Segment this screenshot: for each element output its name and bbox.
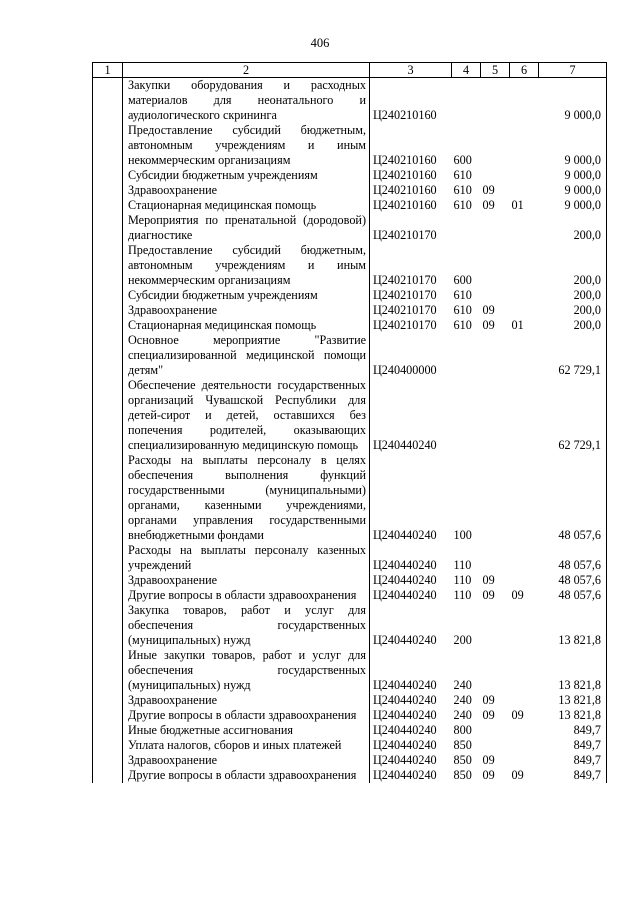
row-number [93, 753, 123, 768]
row-amount: 13 821,8 [539, 708, 607, 723]
row-section [481, 123, 510, 168]
row-subsection [510, 603, 539, 648]
header-col-2: 2 [123, 63, 370, 78]
row-name: Здравоохранение [123, 573, 370, 588]
row-expense-type: 610 [453, 183, 472, 197]
row-expense-type: 110 [453, 588, 472, 602]
row-number [93, 648, 123, 693]
row-name: Другие вопросы в области здравоохранения [123, 708, 370, 723]
row-subsection: 01 [511, 318, 524, 332]
row-section: 09 [482, 198, 495, 212]
row-subsection [510, 78, 539, 124]
row-number [93, 603, 123, 648]
row-amount: 849,7 [539, 723, 607, 738]
row-number [93, 543, 123, 573]
row-number [93, 453, 123, 543]
row-code: Ц240210160 [370, 123, 452, 168]
table-row [93, 573, 607, 588]
row-subsection [510, 753, 539, 768]
row-number [93, 723, 123, 738]
row-subsection: 01 [511, 198, 524, 212]
row-number [93, 738, 123, 753]
table-row [93, 723, 607, 738]
row-code: Ц240440240 [370, 453, 452, 543]
page-number: 406 [310, 36, 330, 50]
row-expense-type [452, 78, 481, 124]
row-code: Ц240400000 [370, 333, 452, 378]
row-number [93, 243, 123, 288]
row-expense-type: 610 [453, 198, 472, 212]
row-subsection [510, 543, 539, 573]
budget-table [92, 62, 607, 783]
table-row [93, 123, 607, 168]
row-section [481, 168, 510, 183]
table-row [93, 738, 607, 753]
row-subsection: 09 [511, 768, 524, 782]
row-section [481, 603, 510, 648]
table-row [93, 183, 607, 198]
row-name: Мероприятия по пренатальной (дородовой) диагностике [123, 213, 370, 243]
row-section [481, 738, 510, 753]
row-name: Закупки оборудования и расходных материалов для неонатального и аудиологического скрининга [123, 78, 370, 124]
row-number [93, 333, 123, 378]
table-row [93, 603, 607, 648]
table-row [93, 693, 607, 708]
row-amount: 13 821,8 [539, 693, 607, 708]
row-expense-type: 600 [453, 153, 472, 167]
row-name: Здравоохранение [123, 693, 370, 708]
row-name: Иные бюджетные ассигнования [123, 723, 370, 738]
row-expense-type: 100 [453, 528, 472, 542]
row-name: Расходы на выплаты персоналу в целях обеспечения выполнения функций государственными (муниципальными) органами, казенными учреждениями, органами управления государственными внебюджетными фондами [123, 453, 370, 543]
row-code: Ц240210170 [370, 318, 452, 333]
row-expense-type: 600 [453, 273, 472, 287]
row-code: Ц240440240 [370, 708, 452, 723]
row-amount: 849,7 [539, 753, 607, 768]
row-amount: 849,7 [539, 738, 607, 753]
row-section [481, 378, 510, 453]
table-row [93, 648, 607, 693]
row-amount: 200,0 [539, 303, 607, 318]
table-row [93, 303, 607, 318]
row-expense-type: 850 [453, 768, 472, 782]
table-row [93, 378, 607, 453]
table-row [93, 318, 607, 333]
row-number [93, 378, 123, 453]
table-body [93, 78, 607, 784]
row-expense-type: 610 [453, 318, 472, 332]
row-subsection [510, 738, 539, 753]
row-amount: 48 057,6 [539, 543, 607, 573]
row-section [481, 453, 510, 543]
row-section: 09 [482, 588, 495, 602]
row-code: Ц240440240 [370, 693, 452, 708]
row-number [93, 288, 123, 303]
row-section: 09 [482, 183, 495, 197]
row-section [481, 243, 510, 288]
row-name: Другие вопросы в области здравоохранения [123, 588, 370, 603]
row-expense-type [452, 333, 481, 378]
row-section [481, 543, 510, 573]
row-code: Ц240440240 [370, 588, 452, 603]
row-amount: 48 057,6 [539, 573, 607, 588]
row-expense-type: 240 [453, 693, 472, 707]
table-row [93, 588, 607, 603]
row-expense-type: 800 [453, 723, 472, 737]
row-code: Ц240440240 [370, 573, 452, 588]
row-section: 09 [482, 303, 495, 317]
table-row [93, 198, 607, 213]
row-amount: 13 821,8 [539, 603, 607, 648]
row-number [93, 708, 123, 723]
row-expense-type: 850 [453, 753, 472, 767]
table-row [93, 768, 607, 783]
row-subsection [510, 378, 539, 453]
row-amount: 200,0 [539, 318, 607, 333]
row-code: Ц240440240 [370, 768, 452, 783]
header-col-1: 1 [93, 63, 123, 78]
row-number [93, 588, 123, 603]
row-subsection [510, 693, 539, 708]
row-number [93, 303, 123, 318]
row-number [93, 768, 123, 783]
row-name: Субсидии бюджетным учреждениям [123, 168, 370, 183]
row-code: Ц240440240 [370, 378, 452, 453]
row-expense-type: 200 [453, 633, 472, 647]
row-expense-type: 610 [453, 303, 472, 317]
header-col-3: 3 [370, 63, 452, 78]
row-section [481, 723, 510, 738]
row-code: Ц240210160 [370, 168, 452, 183]
row-amount: 200,0 [539, 288, 607, 303]
row-code: Ц240440240 [370, 603, 452, 648]
row-amount: 200,0 [539, 213, 607, 243]
row-expense-type: 240 [453, 708, 472, 722]
row-code: Ц240210160 [370, 183, 452, 198]
row-number [93, 123, 123, 168]
table-row [93, 708, 607, 723]
row-number [93, 198, 123, 213]
row-number [93, 183, 123, 198]
row-subsection [510, 123, 539, 168]
row-expense-type [452, 213, 481, 243]
row-amount: 62 729,1 [539, 378, 607, 453]
row-code: Ц240210160 [370, 198, 452, 213]
row-name: Стационарная медицинская помощь [123, 318, 370, 333]
row-section: 09 [482, 693, 495, 707]
row-name: Другие вопросы в области здравоохранения [123, 768, 370, 783]
header-col-7: 7 [539, 63, 607, 78]
row-code: Ц240440240 [370, 753, 452, 768]
row-expense-type: 110 [453, 558, 472, 572]
row-subsection [510, 213, 539, 243]
header-col-4: 4 [452, 63, 481, 78]
row-name: Уплата налогов, сборов и иных платежей [123, 738, 370, 753]
row-code: Ц240210170 [370, 288, 452, 303]
row-name: Обеспечение деятельности государственных организаций Чувашской Республики для детей-сирот и детей, оставшихся без попечения родителей, оказывающих специализированную медицинскую помощь [123, 378, 370, 453]
row-section: 09 [482, 318, 495, 332]
row-expense-type: 240 [453, 678, 472, 692]
row-number [93, 318, 123, 333]
row-section [481, 213, 510, 243]
row-amount: 9 000,0 [539, 78, 607, 124]
row-number [93, 168, 123, 183]
row-name: Субсидии бюджетным учреждениям [123, 288, 370, 303]
row-amount: 48 057,6 [539, 453, 607, 543]
row-number [93, 693, 123, 708]
row-number [93, 573, 123, 588]
row-subsection [510, 453, 539, 543]
row-expense-type: 610 [453, 168, 472, 182]
row-expense-type [452, 378, 481, 453]
table-row [93, 243, 607, 288]
row-name: Здравоохранение [123, 753, 370, 768]
row-subsection [510, 183, 539, 198]
row-name: Здравоохранение [123, 183, 370, 198]
row-name: Основное мероприятие "Развитие специализированной медицинской помощи детям" [123, 333, 370, 378]
row-section [481, 78, 510, 124]
row-amount: 9 000,0 [539, 168, 607, 183]
row-section [481, 333, 510, 378]
table-header [93, 63, 607, 78]
row-subsection: 09 [511, 708, 524, 722]
table-row [93, 453, 607, 543]
row-code: Ц240210160 [370, 78, 452, 124]
row-code: Ц240210170 [370, 303, 452, 318]
table-row [93, 753, 607, 768]
row-expense-type: 610 [453, 288, 472, 302]
row-section [481, 648, 510, 693]
row-expense-type: 850 [453, 738, 472, 752]
row-section: 09 [482, 708, 495, 722]
row-subsection [510, 333, 539, 378]
row-section: 09 [482, 753, 495, 767]
row-code: Ц240210170 [370, 243, 452, 288]
row-expense-type: 110 [453, 573, 472, 587]
table-row [93, 168, 607, 183]
row-code: Ц240440240 [370, 543, 452, 573]
row-subsection [510, 168, 539, 183]
row-name: Расходы на выплаты персоналу казенных учреждений [123, 543, 370, 573]
table-row [93, 543, 607, 573]
row-subsection: 09 [511, 588, 524, 602]
row-amount: 62 729,1 [539, 333, 607, 378]
row-subsection [510, 303, 539, 318]
row-subsection [510, 648, 539, 693]
header-col-6: 6 [510, 63, 539, 78]
row-amount: 9 000,0 [539, 198, 607, 213]
row-code: Ц240210170 [370, 213, 452, 243]
row-name: Здравоохранение [123, 303, 370, 318]
row-code: Ц240440240 [370, 723, 452, 738]
row-code: Ц240440240 [370, 648, 452, 693]
row-subsection [510, 243, 539, 288]
row-amount: 9 000,0 [539, 183, 607, 198]
table-row [93, 213, 607, 243]
row-name: Предоставление субсидий бюджетным, автономным учреждениям и иным некоммерческим организациям [123, 123, 370, 168]
row-code: Ц240440240 [370, 738, 452, 753]
table-row [93, 288, 607, 303]
row-name: Стационарная медицинская помощь [123, 198, 370, 213]
row-name: Иные закупки товаров, работ и услуг для обеспечения государственных (муниципальных) нужд [123, 648, 370, 693]
table-row [93, 78, 607, 124]
row-subsection [510, 573, 539, 588]
row-section: 09 [482, 768, 495, 782]
row-amount: 9 000,0 [539, 123, 607, 168]
row-section [481, 288, 510, 303]
row-amount: 48 057,6 [539, 588, 607, 603]
row-subsection [510, 288, 539, 303]
row-number [93, 78, 123, 124]
table-row [93, 333, 607, 378]
row-subsection [510, 723, 539, 738]
row-number [93, 213, 123, 243]
row-amount: 200,0 [539, 243, 607, 288]
header-col-5: 5 [481, 63, 510, 78]
row-name: Предоставление субсидий бюджетным, автономным учреждениям и иным некоммерческим организациям [123, 243, 370, 288]
row-amount: 13 821,8 [539, 648, 607, 693]
row-amount: 849,7 [539, 768, 607, 783]
row-name: Закупка товаров, работ и услуг для обеспечения государственных (муниципальных) нужд [123, 603, 370, 648]
row-section: 09 [482, 573, 495, 587]
